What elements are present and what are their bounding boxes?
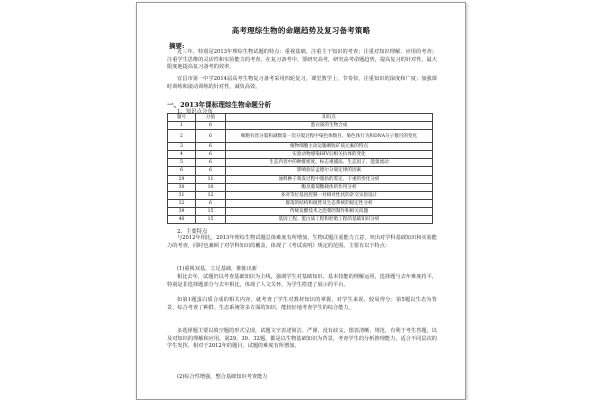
table-row bbox=[168, 191, 433, 199]
table-row bbox=[168, 216, 433, 224]
table-row bbox=[168, 122, 433, 130]
cell-knowledge: 蛋白质的生物合成 bbox=[226, 122, 433, 130]
table-row bbox=[168, 159, 433, 167]
cell-knowledge: 植物细胞主动运输吸收矿质元素的特点 bbox=[226, 143, 433, 151]
cell-question-no: 32 bbox=[168, 199, 196, 207]
header-knowledge-point: 知识点 bbox=[226, 114, 433, 122]
abstract-label: 摘要: bbox=[169, 42, 185, 50]
cell-score: 10 bbox=[196, 183, 226, 191]
cell-question-no: 30 bbox=[168, 183, 196, 191]
body-paragraph-1: 与2012年相比，2013年理综生物试题总体难度有所增加，生物试题注重能力立意，突出对学科基础知识和实验能力的考查，同时也兼顾了对学科知识的覆盖，体现了《考试说明》规定的范围。主要有以下特点： bbox=[167, 235, 437, 249]
header-question-no: 题号 bbox=[168, 114, 196, 122]
cell-question-no: 2 bbox=[168, 130, 196, 143]
cell-score: 15 bbox=[196, 216, 226, 224]
cell-question-no: 40 bbox=[168, 216, 196, 224]
cell-knowledge: 群落的结构和演替及生态系统的稳定性分析 bbox=[226, 199, 433, 207]
cell-question-no: 4 bbox=[168, 151, 196, 159]
cell-score: 6 bbox=[196, 199, 226, 207]
table-row bbox=[168, 199, 433, 207]
table-row bbox=[168, 143, 433, 151]
body-paragraph-6: (2)综合性增强，整合基础知识考查能力 bbox=[177, 374, 268, 380]
cell-question-no: 5 bbox=[168, 159, 196, 167]
table-header-row bbox=[168, 114, 433, 122]
body-paragraph-3: 相比去年，试题仍以考查基础知识为主线，强调学生对基础知识、基本技能的理解运用，选择题与去年难度持平，特别是非选择题部分与去年相比，体现了人文关怀，为学生搭建了展示的平台。 bbox=[167, 274, 437, 288]
cell-score: 6 bbox=[196, 122, 226, 130]
table-row bbox=[168, 207, 433, 215]
document-page bbox=[136, 2, 466, 400]
subsection-heading-features: 2、主要特点 bbox=[177, 229, 208, 235]
knowledge-table bbox=[167, 113, 433, 224]
cell-knowledge: 实验动物感染HIV后相关抗体的变化 bbox=[226, 151, 433, 159]
cell-score: 15 bbox=[196, 207, 226, 215]
cell-score: 6 bbox=[196, 130, 226, 143]
table-row bbox=[168, 151, 433, 159]
body-paragraph-2: (1)重视双基，立足基础，推陈出新 bbox=[177, 266, 257, 272]
cell-question-no: 29 bbox=[168, 175, 196, 183]
cell-knowledge: 细胞有丝分裂和减数第一次分裂过程中染色体数目、染色体行为和DNA分子数目的变化 bbox=[226, 130, 433, 143]
cell-knowledge: 多对等位基因控制一对相对性状的杂交实验设计 bbox=[226, 191, 433, 199]
cell-knowledge: 酶及葡萄糖载体的作用分析 bbox=[226, 183, 433, 191]
cell-knowledge: 生态内容中的种群密度、标志重捕法、生态因子、能量流动 bbox=[226, 159, 433, 167]
cell-question-no: 6 bbox=[168, 167, 196, 175]
cell-knowledge: 油料种子萌发过程中脂肪的鉴定、干重的变化分析 bbox=[226, 175, 433, 183]
cell-score: 11 bbox=[196, 175, 226, 183]
table-row bbox=[168, 130, 433, 143]
table-row bbox=[168, 183, 433, 191]
cell-knowledge: 基因工程、蛋白质工程和胚胎工程的基础知识分析 bbox=[226, 216, 433, 224]
cell-score: 6 bbox=[196, 143, 226, 151]
subsection-heading-knowledge: 1、知识点分布 bbox=[177, 109, 213, 115]
abstract-paragraph-2: 宜昌市第一中学2014届高考生物复习备考采用四轮复习，课堂教学上，节奏快，注重知识的深度和广度；加强课时训练和滚动训练的针对性，减负高效。 bbox=[167, 76, 437, 90]
body-paragraph-5: 多选择题主要以填空题的形式呈现，试题文字表述简洁、严谨，没有歧义，图表清晰，规范，有利于考生答题，以及对知识的理解和应用。第29、30、32题，都是以生物基础知识为背景，考查学生的分析推理能力，适合不同层次的学生发挥，相对于2012年的题目，试题的难度有所增加。 bbox=[167, 328, 437, 349]
table-row bbox=[168, 167, 433, 175]
cell-score: 6 bbox=[196, 151, 226, 159]
cell-question-no: 31 bbox=[168, 191, 196, 199]
cell-score: 6 bbox=[196, 167, 226, 175]
cell-score: 6 bbox=[196, 159, 226, 167]
cell-score: 12 bbox=[196, 191, 226, 199]
abstract-paragraph-1: 近三年，特别是2013年理综生物试题的特点：重视基础，注重主干知识的考查；注重对知识理解、应用的考查；注重学生思维的灵活性和实验能力的考查。在复习备考中，要研究高考，研究高考命题趋势，提高复习的针对性，最大限度地提高复习备考的效率。 bbox=[167, 49, 437, 70]
cell-knowledge: 传统发酵技术之泡菜的制作和相关问题 bbox=[226, 207, 433, 215]
cell-question-no: 39 bbox=[168, 207, 196, 215]
table-row bbox=[168, 175, 433, 183]
header-score: 分值 bbox=[196, 114, 226, 122]
cell-question-no: 3 bbox=[168, 143, 196, 151]
cell-knowledge: 影响验证孟德尔分离定律的因素 bbox=[226, 167, 433, 175]
document-title: 高考理综生物的命题趋势及复习备考策略 bbox=[231, 26, 371, 35]
cell-question-no: 1 bbox=[168, 122, 196, 130]
body-paragraph-4: 如第1题蛋白质合成的相关内容，就考查了学生对教材知识的掌握，对学生来说，较易得分；第5题以生态为背景，综合考查了种群、生态系统等多方面的知识，能较好地考查学生的综合能力。 bbox=[167, 297, 437, 311]
section-heading: 一、2013年课标理综生物命题分析 bbox=[167, 101, 272, 109]
